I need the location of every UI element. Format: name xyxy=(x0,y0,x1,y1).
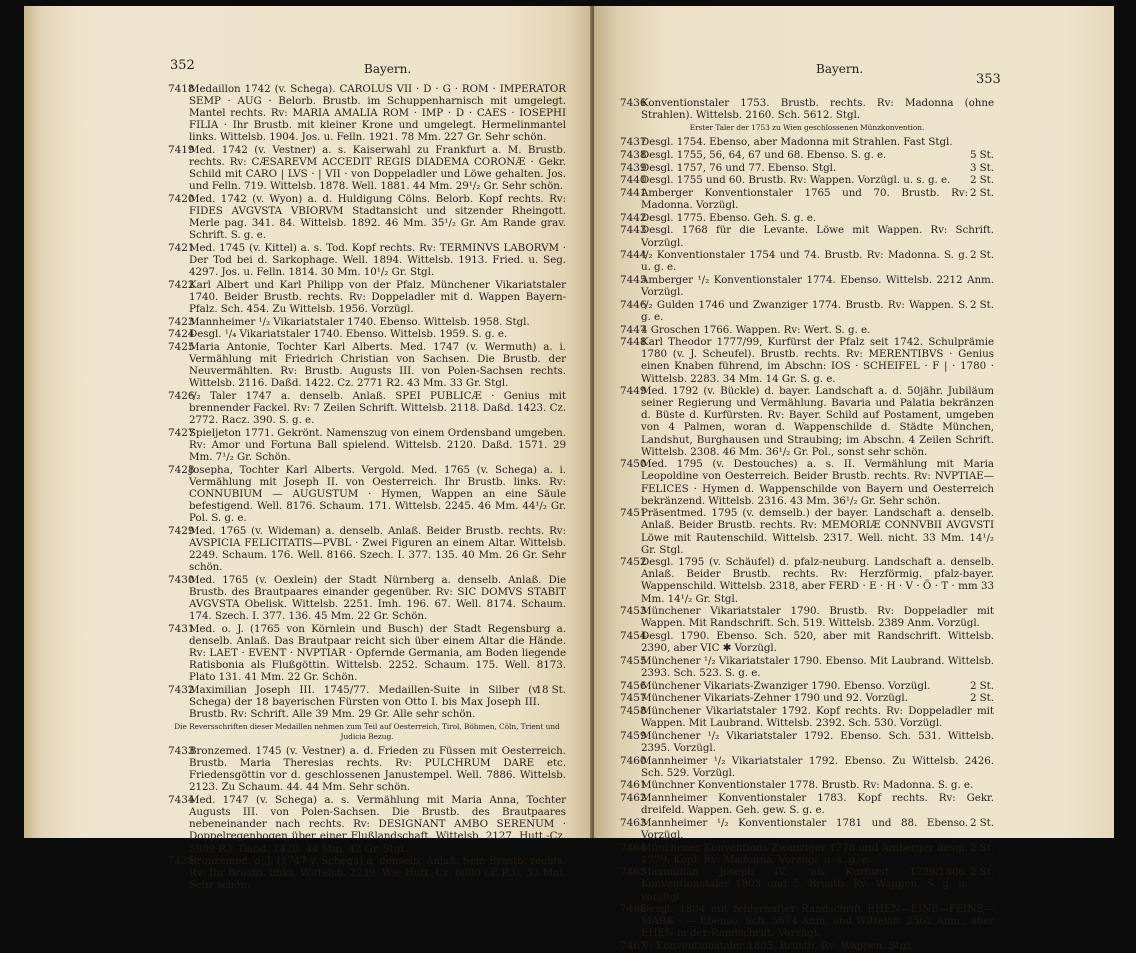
lot-description: Amberger Konventionstaler 1765 und 70. Brustb. Rv: Madonna. Vorzügl. xyxy=(641,186,968,212)
lot-description: ¹/₂ Taler 1747 a. denselb. Anlaß. SPEI PUBLICÆ · Genius mit brennender Fackel. Rv: 7 Zeilen Schrift. Wittelsb. 2118. Daßd. 1423. Cz. 2772. Racz. 390. S. g. e. xyxy=(189,390,566,427)
lot-description: Desgl. 1755, 56, 64, 67 und 68. Ebenso. S. g. e. xyxy=(641,148,887,161)
piece-count: 2 St. xyxy=(969,298,994,311)
catalog-entry xyxy=(620,136,994,148)
lot-number: 7439 xyxy=(620,161,647,174)
lot-number: 7454 xyxy=(620,630,647,643)
running-header: Bayern. xyxy=(816,62,864,76)
catalog-entry xyxy=(620,842,994,866)
open-book-scan xyxy=(24,6,1114,953)
piece-count: 3 St. xyxy=(969,161,994,174)
catalog-entry xyxy=(620,792,994,816)
catalog-entry xyxy=(620,866,994,902)
lot-number: 7461 xyxy=(620,779,647,792)
right-page xyxy=(594,6,1114,953)
lot-description: Medaillon 1742 (v. Schega). CAROLUS VII · D · G · ROM · IMPERATOR SEMP · AUG · Belorb. Brustb. im Schuppenharnisch mit umgelegt. Mantel rechts. Rv: MARIA AMALIA ROM · IMP · D · CAES · IOSEPHI FILIA · Ihr Brustb. mit kleiner Krone und umgelegt. Hermelinmantel links. Wittelsb. 1904. Jos. u. Felln. 1921. 78 Mm. 227 Gr. Sehr schön. xyxy=(189,83,566,144)
lot-number: 7442 xyxy=(620,211,647,224)
lot-number: 7449 xyxy=(620,385,647,398)
lot-number: 7446 xyxy=(620,298,647,311)
lot-number: 7432 xyxy=(168,683,195,696)
catalog-column-right xyxy=(620,97,994,953)
catalog-entry xyxy=(620,556,994,604)
catalog-entry xyxy=(620,680,994,692)
lot-description: Karl Theodor 1777/99, Kurfürst der Pfalz seit 1742. Schulprämie 1780 (v. J. Scheufel). Brustb. rechts. Rv: MERENTIBVS · Genius einen Knaben führend, im Abschn: IOS · SCHEIFEL · F | · 1780 · Wittelsb. 2283. 34 Mm. 14 Gr. S. g. e. xyxy=(641,336,994,385)
lot-number: 7450 xyxy=(620,458,647,471)
catalog-entry xyxy=(168,574,566,622)
catalog-entry xyxy=(620,692,994,704)
running-header: Bayern. xyxy=(364,62,412,76)
lot-number: 7453 xyxy=(620,605,647,618)
lot-description: Desgl. 1790. Ebenso. Sch. 520, aber mit Randschrift. Wittelsb. 2390, aber VIC ✱ Vorzügl. xyxy=(641,630,994,655)
catalog-entry xyxy=(620,97,994,121)
lot-description: Münchener Vikariats-Zwanziger 1790. Ebenso. Vorzügl. xyxy=(641,679,931,692)
catalog-entry xyxy=(168,193,566,241)
lot-description: Med. 1742 (v. Vestner) a. s. Kaiserwahl zu Frankfurt a. M. Brustb. rechts. Rv: CÆSAREVM ACCEDIT REGIS DIADEMA CORONÆ · Gekr. Schild mit CARO | LVS · | VII · von Doppeladler und Löwe gehalten. Jos. und Felln. 719. Wittelsb. 1878. Well. 1881. 44 Mm. 29¹/₂ Gr. Sehr schön. xyxy=(189,144,566,193)
piece-count: 2 St. xyxy=(969,866,994,879)
lot-number: 7431 xyxy=(168,622,195,635)
lot-number: 7434 xyxy=(168,794,195,807)
catalog-entry xyxy=(620,779,994,791)
piece-count: 2 St. xyxy=(969,186,994,199)
piece-count: 2 St. xyxy=(969,816,994,829)
lot-number: 7462 xyxy=(620,792,647,804)
lot-description: ¹/₂ Gulden 1746 und Zwanziger 1774. Brustb. Rv: Wappen. S. g. e. xyxy=(641,298,968,323)
lot-number: 7440 xyxy=(620,174,647,187)
catalog-entry xyxy=(168,279,566,315)
catalog-entry xyxy=(620,385,994,458)
catalog-column-left xyxy=(168,83,566,892)
lot-number: 7455 xyxy=(620,654,647,667)
lot-description: Desgl. 1755 und 60. Brustb. Rv: Wappen. Vorzügl. u. s. g. e. xyxy=(641,174,951,187)
lot-description: Münchener ¹/₂ Vikariatstaler 1790. Ebenso. Mit Laubrand. Wittelsb. 2393. Sch. 523. S. g. e. xyxy=(641,654,994,679)
catalog-entry xyxy=(620,507,994,555)
catalog-entry xyxy=(620,755,994,779)
lot-description: Med. 1792 (v. Bückle) d. bayer. Landschaft a. d. 50jähr. Jubiläum seiner Regierung und Vermählung. Bavaria und Palatia bekränzen d. Büste d. Kurfürsten. Rv: Bayer. Schild auf Postament, umgeben von 4 Palmen, woran d. Wappenschilde d. Städte München, Landshut, Burghausen und Straubing; im Abschn. 4 Zeilen Schrift. Wittelsb. 2308. 46 Mm. 36¹/₂ Gr. Pol., sonst sehr schön. xyxy=(641,385,994,458)
lot-description: Bronzemed. o. J. (1747 v. Schega) a. denselb. Anlaß. Sein Brustb. rechts. Rv: Ihr Brustb. links. Wittelsb. 2239. Wie Hutt.-Cz. 6000 (Æ R3). 33 Mm. Sehr schön. xyxy=(189,855,566,892)
lot-description: Münchener Vikariatstaler 1792. Kopf rechts. Rv: Doppeladler mit Wappen. Mit Laubrand. Wittelsb. 2392. Sch. 530. Vorzügl. xyxy=(641,704,994,730)
lot-number: 7437 xyxy=(620,136,647,149)
catalog-entry xyxy=(168,242,566,278)
catalog-entry xyxy=(620,224,994,248)
lot-description: Maximilian Joseph III. 1745/77. Medaillen-Suite in Silber (v. Schega) der 18 bayerischen Fürsten von Otto I. bis Max Joseph III. Brustb. Rv: Schrift. Alle 39 Mm. 29 Gr. Alle sehr schön. xyxy=(189,683,540,721)
lot-number: 7427 xyxy=(168,426,195,439)
lot-description: Med. 1745 (v. Kittel) a. s. Tod. Kopf rechts. Rv: TERMINVS LABORVM · Der Tod bei d. Sarkophage. Well. 1894. Wittelsb. 1913. Fried. u. Seg. 4297. Jos. u. Felln. 1814. 30 Mm. 10¹/₂ Gr. Stgl. xyxy=(189,242,566,279)
catalog-entry xyxy=(168,341,566,389)
lot-number: 7451 xyxy=(620,507,647,520)
lot-description: Spieljeton 1771. Gekrönt. Namenszug von einem Ordensband umgeben. Rv: Amor und Fortuna Ball spielend. Wittelsb. 2120. Daßd. 1571. 29 Mm. 7¹/₂ Gr. Schön. xyxy=(189,426,566,464)
lot-number: 7444 xyxy=(620,249,647,262)
lot-description: Med. 1795 (v. Destouches) a. s. II. Vermählung mit Maria Leopoldine von Oesterreich. Beider Brustb. rechts. Rv: NVPTIAE—FELICES · Hymen d. Wappenschilde von Bayern und Oesterreich bekränzend. Wittelsb. 2316. 43 Mm. 36¹/₂ Gr. Sehr schön. xyxy=(641,458,994,507)
lot-number: 7424 xyxy=(168,328,195,341)
lot-number: 7421 xyxy=(168,242,195,254)
lot-number: 7430 xyxy=(168,573,195,586)
catalog-entry xyxy=(620,458,994,506)
catalog-entry xyxy=(168,623,566,683)
piece-count: 2 St. xyxy=(969,679,994,692)
catalog-entry xyxy=(620,212,994,224)
lot-number: 7452 xyxy=(620,556,647,569)
catalog-entry xyxy=(168,745,566,793)
lot-number: 7463 xyxy=(620,816,647,829)
catalog-entry xyxy=(620,299,994,323)
lot-number: 7467 xyxy=(620,940,647,953)
catalog-entry xyxy=(620,940,994,952)
lot-description: Mannheimer ¹/₂ Vikariatstaler 1740. Ebenso. Wittelsb. 1958. Stgl. xyxy=(189,315,530,328)
page-number: 352 xyxy=(170,58,195,73)
catalog-entry xyxy=(168,794,566,854)
catalog-entry xyxy=(620,730,994,754)
catalog-entry xyxy=(168,684,566,720)
lot-description: Desgl. 1795 (v. Schäufel) d. pfalz-neuburg. Landschaft a. denselb. Anlaß. Beider Brustb. rechts. Rv: Herzförmig. pfalz-bayer. Wappenschild. Wittelsb. 2318, aber FERD · E · H · V · Ö · T · mm 33 Mm. 14¹/₂ Gr. Stgl. xyxy=(641,556,994,605)
lot-number: 7428 xyxy=(168,463,195,476)
lot-number: 7445 xyxy=(620,273,647,286)
catalog-entry xyxy=(620,630,994,654)
lot-description: Münchener Vikariats-Zehner 1790 und 92. Vorzügl. xyxy=(641,692,908,705)
lot-description: Desgl. 1768 für die Levante. Löwe mit Wappen. Rv: Schrift. Vorzügl. xyxy=(641,224,994,249)
lot-number: 7465 xyxy=(620,866,647,879)
lot-number: 7458 xyxy=(620,704,647,717)
piece-count: 2 St. xyxy=(969,841,994,854)
lot-description: Med. 1742 (v. Wyon) a. d. Huldigung Cölns. Belorb. Kopf rechts. Rv: FIDES AVGVSTA VBIORVM Stadtansicht und sitzender Rheingott. Merle pag. 341. 84. Wittelsb. 1892. 46 Mm. 35¹/₂ Gr. Am Rande grav. Schrift. S. g. e. xyxy=(189,193,566,242)
catalog-entry xyxy=(168,316,566,328)
lot-number: 7422 xyxy=(168,278,195,291)
lot-number: 7466 xyxy=(620,903,647,916)
lot-description: Mannheimer ¹/₂ Konventionstaler 1781 und 88. Ebenso. Vorzügl. xyxy=(641,816,968,841)
lot-description: ¹/₂ Konventionstaler 1805. Brustb. Rv: Wappen. Stgl. xyxy=(641,940,913,953)
catalog-entry xyxy=(620,249,994,273)
lot-number: 7459 xyxy=(620,729,647,742)
catalog-entry xyxy=(620,655,994,679)
page-number: 353 xyxy=(976,72,1001,87)
lot-description: Münchener ¹/₂ Vikariatstaler 1792. Ebenso. Sch. 531. Wittelsb. 2395. Vorzügl. xyxy=(641,729,994,754)
lot-description: Mannheimer ¹/₂ Vikariatstaler 1792. Ebenso. Zu Wittelsb. 2426. Sch. 529. Vorzügl. xyxy=(641,754,994,779)
footnote: Erster Taler der 1753 zu Wien geschlossenen Münzkonvention. xyxy=(689,123,925,133)
lot-number: 7419 xyxy=(168,144,195,157)
lot-description: Desgl. 1804 mit fehlerhafter Randschrift EHEN—EINE—FEINE—MARK · — Ebenso. Sch. 5674 Anm. und Wittelsb. 2562 Anm., aber EHEN in der Randschrift. Vorzügl. xyxy=(641,903,994,940)
catalog-entry xyxy=(168,427,566,463)
lot-description: Münchener Vikariatstaler 1790. Brustb. Rv: Doppeladler mit Wappen. Mit Randschrift. Sch. 519. Wittelsb. 2389 Anm. Vorzügl. xyxy=(641,605,994,630)
catalog-entry xyxy=(620,817,994,841)
lot-description: 4 Groschen 1766. Wappen. Rv: Wert. S. g. e. xyxy=(641,323,871,336)
lot-number: 7433 xyxy=(168,745,195,758)
lot-number: 7425 xyxy=(168,341,195,354)
catalog-entry xyxy=(620,149,994,161)
catalog-entry xyxy=(620,324,994,336)
lot-number: 7456 xyxy=(620,679,647,692)
lot-number: 7420 xyxy=(168,193,195,206)
lot-description: Amberger ¹/₂ Konventionstaler 1774. Ebenso. Wittelsb. 2212 Anm. Vorzügl. xyxy=(641,273,994,299)
lot-description: Desgl. 1754. Ebenso, aber Madonna mit Strahlen. Fast Stgl. xyxy=(641,136,953,149)
lot-number: 7443 xyxy=(620,224,647,237)
footnote: Die Reversschriften dieser Medaillen nehmen zum Teil auf Oesterreich, Tirol, Böhmen, Cöln, Trient und Judicia Bezug. xyxy=(174,722,560,742)
piece-count: 5 St. xyxy=(969,148,994,161)
lot-description: Med. 1747 (v. Schega) a. s. Vermählung mit Maria Anna, Tochter Augusts III. von Polen-Sachsen. Die Brustb. des Brautpaares nebeneinander nach rechts. Rv: DESIGNANT AMBO SERENUM · Doppelregenbogen über einer Flußlandschaft. Wittelsb. 2127. Hutt.-Cz. 5989 R3. Daßd. 1420. 44 Mm. 42 Gr. Stgl. xyxy=(189,794,566,855)
lot-description: Maximilian Joseph IV., als Kurfürst 1799/1806. Konventionstaler 1803 und 5. Brustb. Rv: Wappen. S. g. u. vorzügl. xyxy=(641,866,968,903)
lot-description: Desgl. 1775. Ebenso. Geh. S. g. e. xyxy=(641,211,817,224)
lot-description: Münchner Konventionstaler 1778. Brustb. Rv: Madonna. S. g. e. xyxy=(641,779,974,792)
piece-count: 18 St. xyxy=(535,683,566,696)
piece-count: 2 St. xyxy=(969,692,994,705)
lot-number: 7418 xyxy=(168,83,195,95)
lot-number: 7435 xyxy=(168,855,195,868)
catalog-entry xyxy=(168,328,566,340)
catalog-entry xyxy=(620,605,994,629)
piece-count: 2 St. xyxy=(969,174,994,187)
lot-number: 7436 xyxy=(620,97,647,109)
lot-number: 7460 xyxy=(620,754,647,767)
lot-description: Konventionstaler 1753. Brustb. rechts. Rv: Madonna (ohne Strahlen). Wittelsb. 2160. Sch. 5612. Stgl. xyxy=(641,97,994,122)
lot-number: 7457 xyxy=(620,692,647,705)
lot-number: 7448 xyxy=(620,336,647,349)
catalog-entry xyxy=(168,525,566,573)
lot-description: Med. o. J. (1765 von Körnlein und Busch) der Stadt Regensburg a. denselb. Anlaß. Das Brautpaar reicht sich über einem Altar die Hände. Rv: LAET · EVENT · NVPTIAR · Opfernde Germania, am Boden liegende Ratisbonia als Flußgöttin. Wittelsb. 2252. Schaum. 175. Well. 8173. Plato 131. 41 Mm. 22 Gr. Schön. xyxy=(189,622,566,684)
lot-number: 7438 xyxy=(620,148,647,161)
catalog-entry xyxy=(620,174,994,186)
lot-description: Med. 1765 (v. Wideman) a. denselb. Anlaß. Beider Brustb. rechts. Rv: AVSPICIA FELICITATIS—PVBL · Zwei Figuren an einem Altar. Wittelsb. 2249. Schaum. 176. Well. 8166. Szech. I. 377. 135. 40 Mm. 26 Gr. Sehr schön. xyxy=(189,524,566,574)
catalog-entry xyxy=(620,903,994,939)
lot-description: Med. 1765 (v. Oexlein) der Stadt Nürnberg a. denselb. Anlaß. Die Brustb. des Brautpaares einander gegenüber. Rv: SIC DOMVS STABIT AVGVSTA Obelisk. Wittelsb. 2251. Imh. 196. 67. Well. 8174. Schaum. 174. Szech. I. 377. 136. 45 Mm. 22 Gr. Schön. xyxy=(189,573,566,623)
lot-description: Bronzemed. 1745 (v. Vestner) a. d. Frieden zu Füssen mit Oesterreich. Brustb. Maria Theresias rechts. Rv: PULCHRUM DARE etc. Friedensgöttin vor d. geschlossenen Janustempel. Well. 7886. Wittelsb. 2123. Zu Schaum. 44. 44 Mm. Sehr schön. xyxy=(189,745,566,794)
catalog-entry xyxy=(168,83,566,143)
catalog-entry xyxy=(620,162,994,174)
left-page xyxy=(24,6,594,892)
lot-description: Desgl. ¹/₄ Vikariatstaler 1740. Ebenso. Wittelsb. 1959. S. g. e. xyxy=(189,328,508,341)
catalog-entry xyxy=(168,464,566,524)
catalog-entry xyxy=(620,705,994,729)
lot-description: Karl Albert und Karl Philipp von der Pfalz. Münchener Vikariatstaler 1740. Beider Brustb. rechts. Rv: Doppeladler mit d. Wappen Bayern-Pfalz. Sch. 454. Zu Wittelsb. 1956. Vorzügl. xyxy=(189,278,566,316)
lot-description: Präsentmed. 1795 (v. demselb.) der bayer. Landschaft a. denselb. Anlaß. Beider Brustb. rechts. Rv: MEMORIÆ CONNVBII AVGVSTI Löwe mit Rautenschild. Wittelsb. 2317. Well. nicht. 33 Mm. 14¹/₂ Gr. Stgl. xyxy=(641,507,994,556)
lot-number: 7429 xyxy=(168,524,195,537)
catalog-entry xyxy=(620,274,994,298)
lot-number: 7423 xyxy=(168,315,195,328)
catalog-entry xyxy=(168,144,566,192)
lot-description: Josepha, Tochter Karl Alberts. Vergold. Med. 1765 (v. Schega) a. i. Vermählung mit Joseph II. von Oesterreich. Ihr Brustb. links. Rv: CONNUBIUM — AUGUSTUM · Hymen, Wappen an eine Säule befestigend. Well. 8176. Schaum. 171. Wittelsb. 2245. 46 Mm. 44¹/₂ Gr. Pol. S. g. e. xyxy=(189,463,566,525)
lot-number: 7464 xyxy=(620,841,647,854)
catalog-entry xyxy=(168,855,566,891)
lot-number: 7441 xyxy=(620,186,647,199)
lot-description: Desgl. 1757, 76 und 77. Ebenso. Stgl. xyxy=(641,161,837,174)
catalog-entry xyxy=(168,390,566,426)
piece-count: 2 St. xyxy=(969,249,994,262)
catalog-entry xyxy=(620,187,994,211)
lot-description: ¹/₂ Konventionstaler 1754 und 74. Brustb. Rv: Madonna. S. g. u. g. e. xyxy=(641,249,968,274)
lot-number: 7426 xyxy=(168,390,195,403)
lot-description: Maria Antonie, Tochter Karl Alberts. Med. 1747 (v. Wermuth) a. i. Vermählung mit Friedrich Christian von Sachsen. Die Brustb. der Neuvermählten. Rv: Brustb. Augusts III. von Polen-Sachsen rechts. Wittelsb. 2116. Daßd. 1422. Cz. 2771 R2. 43 Mm. 33 Gr. Stgl. xyxy=(189,341,566,390)
catalog-entry xyxy=(620,336,994,384)
lot-description: Münchener Konventions-Zwanziger 1778 und Amberger desgl. 1779. Kopf. Rv: Madonna. Vorzügl. u. s. g. e. xyxy=(641,841,968,866)
lot-number: 7447 xyxy=(620,323,647,336)
lot-description: Mannheimer Konventionstaler 1783. Kopf rechts. Rv: Gekr. dreifeld. Wappen. Geh. gew. S. g. e. xyxy=(641,792,994,817)
